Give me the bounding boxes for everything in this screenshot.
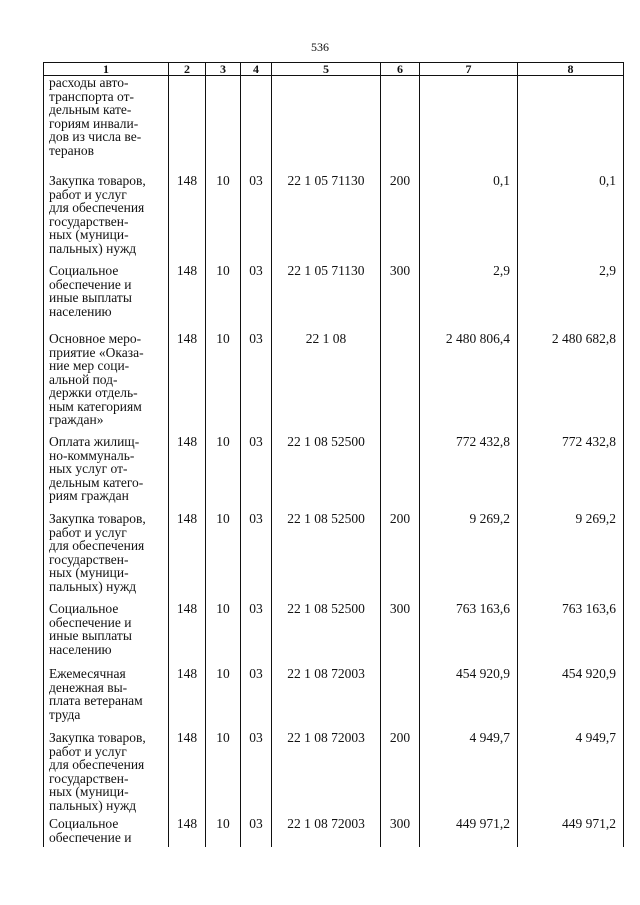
table-row xyxy=(44,731,624,817)
table-row xyxy=(44,76,624,175)
column-number-header-row xyxy=(44,63,624,76)
section-code-cell: 10 xyxy=(206,667,241,731)
expense-name-cell: расходы авто- транспорта от- дельным кате- гориям инвали- дов из числа ве- теранов xyxy=(44,76,169,175)
expense-name-cell: Оплата жилищ- но-коммуналь- ных услуг от- дельным катего- риям граждан xyxy=(44,435,169,512)
subsection-code-cell: 03 xyxy=(241,731,272,817)
amount-col8-cell xyxy=(518,76,624,175)
section-code-cell: 10 xyxy=(206,817,241,847)
target-article-cell: 22 1 08 xyxy=(272,332,381,435)
ministry-code-cell: 148 xyxy=(169,264,206,332)
target-article-cell xyxy=(272,76,381,175)
amount-col8-cell: 449 971,2 xyxy=(518,817,624,847)
column-header: 1 xyxy=(44,63,169,76)
ministry-code-cell: 148 xyxy=(169,174,206,264)
expense-type-cell: 200 xyxy=(381,731,420,817)
expense-name-cell: Закупка товаров, работ и услуг для обеспечения государствен- ных (муници- пальных) нужд xyxy=(44,512,169,602)
table-row xyxy=(44,264,624,332)
expense-type-cell: 200 xyxy=(381,174,420,264)
amount-col8-cell: 0,1 xyxy=(518,174,624,264)
amount-col7-cell: 449 971,2 xyxy=(420,817,518,847)
table-row xyxy=(44,817,624,847)
table-row xyxy=(44,435,624,512)
amount-col8-cell: 4 949,7 xyxy=(518,731,624,817)
ministry-code-cell: 148 xyxy=(169,817,206,847)
expense-name-cell: Основное меро- приятие «Оказа- ние мер соци- альной под- держки отдель- ным категориям граждан» xyxy=(44,332,169,435)
subsection-code-cell: 03 xyxy=(241,435,272,512)
amount-col7-cell: 9 269,2 xyxy=(420,512,518,602)
section-code-cell: 10 xyxy=(206,264,241,332)
subsection-code-cell: 03 xyxy=(241,264,272,332)
subsection-code-cell: 03 xyxy=(241,174,272,264)
target-article-cell: 22 1 08 52500 xyxy=(272,512,381,602)
subsection-code-cell: 03 xyxy=(241,817,272,847)
amount-col7-cell: 2 480 806,4 xyxy=(420,332,518,435)
subsection-code-cell: 03 xyxy=(241,602,272,667)
expense-type-cell xyxy=(381,667,420,731)
ministry-code-cell: 148 xyxy=(169,512,206,602)
column-header: 7 xyxy=(420,63,518,76)
table-row xyxy=(44,512,624,602)
section-code-cell: 10 xyxy=(206,512,241,602)
ministry-code-cell: 148 xyxy=(169,667,206,731)
column-header: 8 xyxy=(518,63,624,76)
subsection-code-cell: 03 xyxy=(241,512,272,602)
target-article-cell: 22 1 05 71130 xyxy=(272,174,381,264)
column-header: 4 xyxy=(241,63,272,76)
column-header: 2 xyxy=(169,63,206,76)
amount-col7-cell: 0,1 xyxy=(420,174,518,264)
amount-col7-cell: 454 920,9 xyxy=(420,667,518,731)
target-article-cell: 22 1 08 72003 xyxy=(272,667,381,731)
expense-type-cell xyxy=(381,435,420,512)
amount-col8-cell: 2 480 682,8 xyxy=(518,332,624,435)
section-code-cell: 10 xyxy=(206,602,241,667)
target-article-cell: 22 1 08 52500 xyxy=(272,435,381,512)
subsection-code-cell xyxy=(241,76,272,175)
ministry-code-cell: 148 xyxy=(169,332,206,435)
budget-table xyxy=(43,62,624,847)
expense-name-cell: Закупка товаров, работ и услуг для обеспечения государствен- ных (муници- пальных) нужд xyxy=(44,174,169,264)
amount-col8-cell: 763 163,6 xyxy=(518,602,624,667)
amount-col8-cell: 2,9 xyxy=(518,264,624,332)
section-code-cell: 10 xyxy=(206,435,241,512)
section-code-cell: 10 xyxy=(206,731,241,817)
page-number: 536 xyxy=(311,40,329,54)
section-code-cell: 10 xyxy=(206,174,241,264)
column-header: 6 xyxy=(381,63,420,76)
table-row xyxy=(44,667,624,731)
section-code-cell xyxy=(206,76,241,175)
amount-col7-cell: 4 949,7 xyxy=(420,731,518,817)
expense-type-cell xyxy=(381,332,420,435)
amount-col7-cell: 763 163,6 xyxy=(420,602,518,667)
section-code-cell: 10 xyxy=(206,332,241,435)
expense-name-cell: Ежемесячная денежная вы- плата ветеранам труда xyxy=(44,667,169,731)
expense-name-cell: Социальное обеспечение и иные выплаты населению xyxy=(44,602,169,667)
ministry-code-cell xyxy=(169,76,206,175)
ministry-code-cell: 148 xyxy=(169,602,206,667)
target-article-cell: 22 1 08 72003 xyxy=(272,731,381,817)
expense-type-cell: 200 xyxy=(381,512,420,602)
table-row xyxy=(44,602,624,667)
target-article-cell: 22 1 05 71130 xyxy=(272,264,381,332)
expense-name-cell: Социальное обеспечение и xyxy=(44,817,169,847)
ministry-code-cell: 148 xyxy=(169,435,206,512)
expense-name-cell: Закупка товаров, работ и услуг для обеспечения государствен- ных (муници- пальных) нужд xyxy=(44,731,169,817)
target-article-cell: 22 1 08 52500 xyxy=(272,602,381,667)
expense-type-cell: 300 xyxy=(381,817,420,847)
expense-name-cell: Социальное обеспечение и иные выплаты населению xyxy=(44,264,169,332)
target-article-cell: 22 1 08 72003 xyxy=(272,817,381,847)
column-header: 3 xyxy=(206,63,241,76)
table-row xyxy=(44,332,624,435)
expense-type-cell xyxy=(381,76,420,175)
amount-col7-cell: 772 432,8 xyxy=(420,435,518,512)
amount-col8-cell: 454 920,9 xyxy=(518,667,624,731)
column-header: 5 xyxy=(272,63,381,76)
ministry-code-cell: 148 xyxy=(169,731,206,817)
amount-col8-cell: 9 269,2 xyxy=(518,512,624,602)
amount-col8-cell: 772 432,8 xyxy=(518,435,624,512)
amount-col7-cell: 2,9 xyxy=(420,264,518,332)
amount-col7-cell xyxy=(420,76,518,175)
table-row xyxy=(44,174,624,264)
subsection-code-cell: 03 xyxy=(241,667,272,731)
expense-type-cell: 300 xyxy=(381,264,420,332)
expense-type-cell: 300 xyxy=(381,602,420,667)
subsection-code-cell: 03 xyxy=(241,332,272,435)
